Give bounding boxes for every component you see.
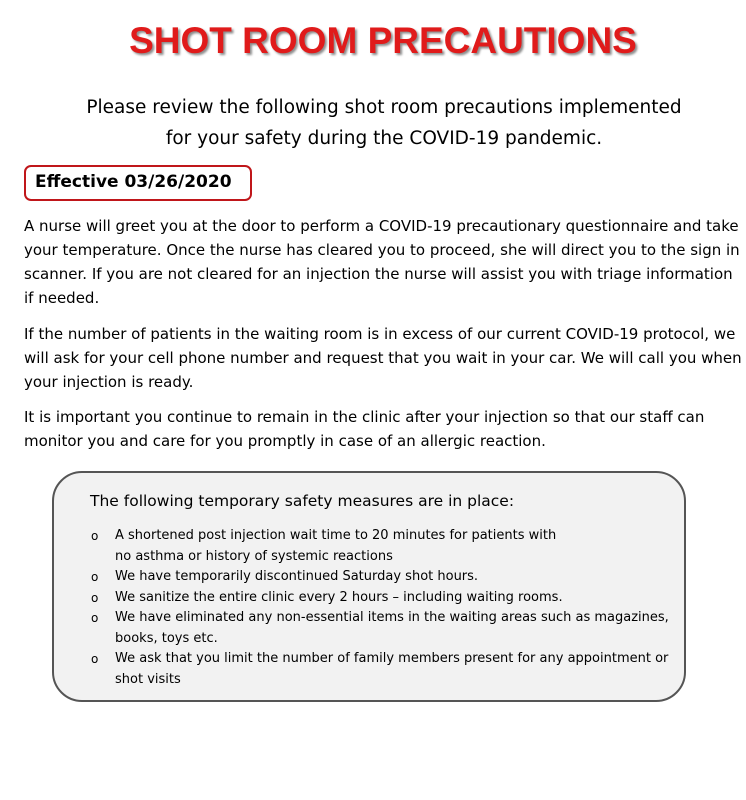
- safety-measures-heading: The following temporary safety measures are in place:: [90, 492, 515, 510]
- safety-measures-box: [52, 471, 686, 702]
- list-item-line: A shortened post injection wait time to 20 minutes for patients with: [115, 528, 557, 543]
- safety-measures-list: [54, 526, 684, 690]
- circle-bullet-icon: o: [91, 570, 99, 584]
- circle-bullet-icon: o: [91, 652, 99, 666]
- paragraph-remain-in-clinic: It is important you continue to remain in the clinic after your injection so that our staff can monitor you and care for you promptly in case of an allergic reaction.: [24, 408, 705, 450]
- list-item-line: We have temporarily discontinued Saturday shot hours.: [115, 569, 479, 584]
- list-item-line: books, toys etc.: [115, 630, 218, 646]
- page-title: SHOT ROOM PRECAUTIONS: [129, 20, 637, 61]
- subtitle-line-1: Please review the following shot room precautions implemented: [86, 97, 682, 118]
- list-item-line: We sanitize the entire clinic every 2 hours – including waiting rooms.: [115, 589, 563, 605]
- list-item: [54, 526, 684, 567]
- effective-date-badge: Effective 03/26/2020: [24, 165, 252, 201]
- list-item-line: shot visits: [115, 671, 181, 687]
- list-item-line: no asthma or history of systemic reactions: [115, 548, 393, 564]
- circle-bullet-icon: o: [91, 590, 99, 605]
- list-item: [54, 567, 684, 588]
- subtitle-line-2: for your safety during the COVID-19 pandemic.: [165, 128, 603, 149]
- circle-bullet-icon: o: [91, 611, 99, 625]
- list-item: [54, 608, 684, 649]
- paragraph-waiting-room: If the number of patients in the waiting room is in excess of our current COVID-19 protocol, we will ask for your cell phone number and request that you wait in your car. We will call you when your injection is ready.: [24, 325, 742, 391]
- circle-bullet-icon: o: [91, 529, 99, 543]
- list-item: [54, 588, 684, 609]
- list-item: [54, 649, 684, 690]
- list-item-line: We ask that you limit the number of family members present for any appointment or: [115, 651, 669, 666]
- list-item-line: We have eliminated any non-essential items in the waiting areas such as magazines,: [115, 610, 669, 625]
- page-subtitle: [0, 92, 746, 154]
- paragraph-nurse-greeting: A nurse will greet you at the door to perform a COVID-19 precautionary questionnaire and take your temperature. Once the nurse has cleared you to proceed, she will direct you to the sign in scanner. If you are not cleared for an injection the nurse will assist you with triage information if needed.: [24, 217, 740, 307]
